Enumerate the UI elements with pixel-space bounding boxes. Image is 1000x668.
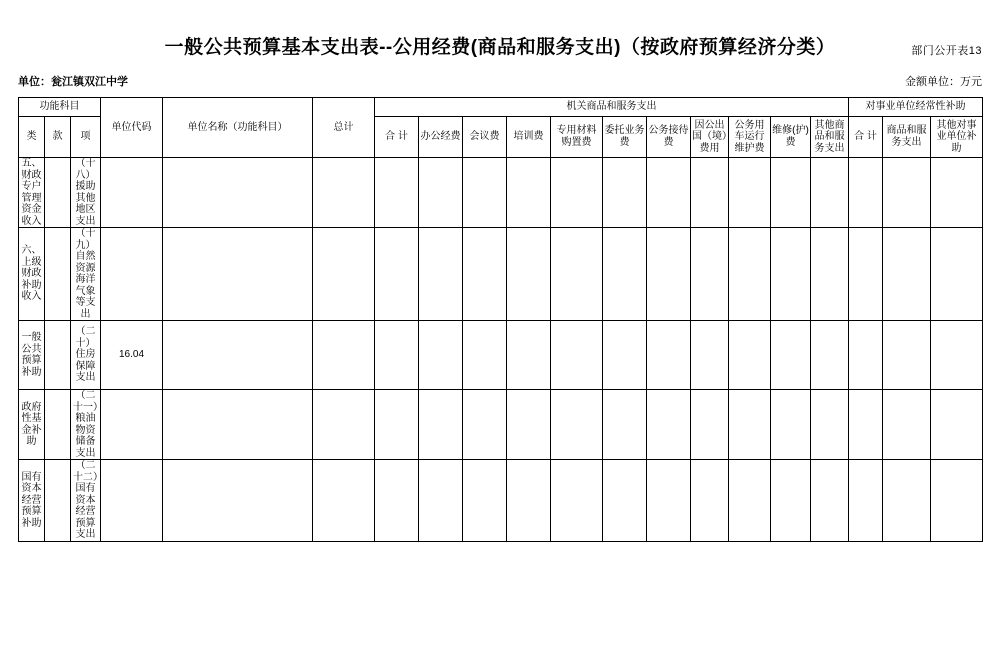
cell-unit-name [163, 228, 313, 321]
cell-value [647, 228, 691, 321]
budget-table [18, 97, 983, 542]
header-xiang: 项 [71, 116, 101, 158]
cell-value [771, 321, 811, 390]
cell-value [849, 228, 883, 321]
cell-value [691, 158, 729, 228]
cell-value [507, 321, 551, 390]
cell-value [883, 460, 931, 542]
cell-value [551, 321, 603, 390]
cell-value [647, 321, 691, 390]
cell-value [375, 390, 419, 460]
header-unit-name: 单位名称（功能科目） [163, 98, 313, 158]
cell-value [883, 228, 931, 321]
header-sub-peixun: 培训费 [507, 116, 551, 158]
cell-value [551, 228, 603, 321]
header-sub-bangong: 办公经费 [419, 116, 463, 158]
cell-value [375, 228, 419, 321]
cell-value [811, 228, 849, 321]
cell-xiang: （二十）住房保障支出 [71, 321, 101, 390]
page-title: 一般公共预算基本支出表--公用经费(商品和服务支出)（按政府预算经济分类） [164, 37, 836, 58]
cell-kuan [45, 158, 71, 228]
cell-value [811, 321, 849, 390]
cell-kuan [45, 460, 71, 542]
cell-value [849, 321, 883, 390]
header-lei: 类 [19, 116, 45, 158]
cell-kuan [45, 390, 71, 460]
cell-value [507, 228, 551, 321]
cell-value [691, 460, 729, 542]
cell-total [313, 228, 375, 321]
cell-unit-name [163, 321, 313, 390]
cell-unit-name [163, 390, 313, 460]
cell-value [419, 460, 463, 542]
cell-xiang: （十九）自然资源海洋气象等支出 [71, 228, 101, 321]
header-sub-gongwujiedai: 公务接待费 [647, 116, 691, 158]
cell-unit-code [101, 158, 163, 228]
document-page [0, 32, 1000, 668]
cell-value [811, 158, 849, 228]
cell-value [849, 158, 883, 228]
cell-value [603, 228, 647, 321]
cell-value [729, 228, 771, 321]
cell-value [849, 390, 883, 460]
cell-value [419, 228, 463, 321]
cell-unit-name [163, 158, 313, 228]
cell-value [811, 460, 849, 542]
header-group-subsidy: 对事业单位经常性补助 [849, 98, 983, 117]
cell-value [729, 158, 771, 228]
header-sub-yingongchuguo: 因公出国（境）费用 [691, 116, 729, 158]
cell-value [419, 390, 463, 460]
cell-unit-code [101, 228, 163, 321]
cell-value [551, 460, 603, 542]
header-sub-heji: 合 计 [375, 116, 419, 158]
cell-value [375, 460, 419, 542]
cell-lei: 六、上级财政补助收入 [19, 228, 45, 321]
cell-value [931, 390, 983, 460]
cell-lei: 五、财政专户管理资金收入 [19, 158, 45, 228]
cell-value [463, 390, 507, 460]
cell-value [771, 460, 811, 542]
cell-value [647, 460, 691, 542]
cell-value [849, 460, 883, 542]
cell-value [375, 158, 419, 228]
table-row [19, 228, 983, 321]
header-unit-code: 单位代码 [101, 98, 163, 158]
cell-value [375, 321, 419, 390]
cell-lei: 一般公共预算补助 [19, 321, 45, 390]
cell-value [931, 228, 983, 321]
header-group-goods-services: 机关商品和服务支出 [375, 98, 849, 117]
unit-label: 单位：瓮江镇双江中学 [18, 76, 128, 88]
cell-value [729, 321, 771, 390]
header-function-subject: 功能科目 [19, 98, 101, 117]
cell-value [463, 460, 507, 542]
cell-value [771, 158, 811, 228]
header-kuan: 款 [45, 116, 71, 158]
cell-value [551, 158, 603, 228]
cell-value [729, 460, 771, 542]
cell-value [647, 390, 691, 460]
cell-value [507, 390, 551, 460]
header-total: 总计 [313, 98, 375, 158]
cell-value [603, 390, 647, 460]
cell-value [771, 228, 811, 321]
cell-value [931, 460, 983, 542]
cell-xiang: （二十二）国有资本经营预算支出 [71, 460, 101, 542]
header-sub-shangpinfuwu: 商品和服务支出 [883, 116, 931, 158]
cell-value [691, 228, 729, 321]
table-row [19, 321, 983, 390]
cell-unit-code [101, 390, 163, 460]
cell-lei: 政府性基金补助 [19, 390, 45, 460]
cell-value [419, 321, 463, 390]
cell-value [603, 321, 647, 390]
amount-unit-label: 金额单位：万元 [905, 76, 982, 88]
cell-unit-name [163, 460, 313, 542]
cell-value [419, 158, 463, 228]
header-sub-heji2: 合 计 [849, 116, 883, 158]
cell-total [313, 390, 375, 460]
cell-kuan [45, 228, 71, 321]
header-sub-qitadushiye: 其他对事业单位补助 [931, 116, 983, 158]
cell-value [463, 158, 507, 228]
cell-value [463, 228, 507, 321]
cell-value [931, 321, 983, 390]
cell-value [507, 460, 551, 542]
cell-value [883, 390, 931, 460]
document-tag: 部门公开表13 [911, 45, 982, 57]
cell-lei: 国有资本经营预算补助 [19, 460, 45, 542]
cell-total [313, 158, 375, 228]
cell-value [883, 158, 931, 228]
cell-value [691, 321, 729, 390]
cell-value [883, 321, 931, 390]
cell-unit-code [101, 460, 163, 542]
header-sub-qitashangpin: 其他商品和服务支出 [811, 116, 849, 158]
cell-xiang: （二十一）粮油物资储备支出 [71, 390, 101, 460]
table-row [19, 390, 983, 460]
cell-value [507, 158, 551, 228]
cell-value [771, 390, 811, 460]
header-sub-gongwuche: 公务用车运行维护费 [729, 116, 771, 158]
header-sub-weituo: 委托业务费 [603, 116, 647, 158]
cell-xiang: （十八）援助其他地区支出 [71, 158, 101, 228]
header-sub-weixiu: 维修(护)费 [771, 116, 811, 158]
cell-value [729, 390, 771, 460]
meta-row [0, 73, 1000, 89]
cell-value [691, 390, 729, 460]
cell-value [463, 321, 507, 390]
cell-total [313, 321, 375, 390]
cell-value [551, 390, 603, 460]
table-row [19, 460, 983, 542]
cell-unit-code: 16.04 [101, 321, 163, 390]
cell-kuan [45, 321, 71, 390]
header-sub-huiyi: 会议费 [463, 116, 507, 158]
cell-total [313, 460, 375, 542]
table-body [19, 158, 983, 542]
table-row [19, 158, 983, 228]
cell-value [603, 460, 647, 542]
table-header-row-1 [19, 98, 983, 117]
cell-value [811, 390, 849, 460]
cell-value [603, 158, 647, 228]
header-sub-zhuanyong: 专用材料购置费 [551, 116, 603, 158]
cell-value [647, 158, 691, 228]
cell-value [931, 158, 983, 228]
